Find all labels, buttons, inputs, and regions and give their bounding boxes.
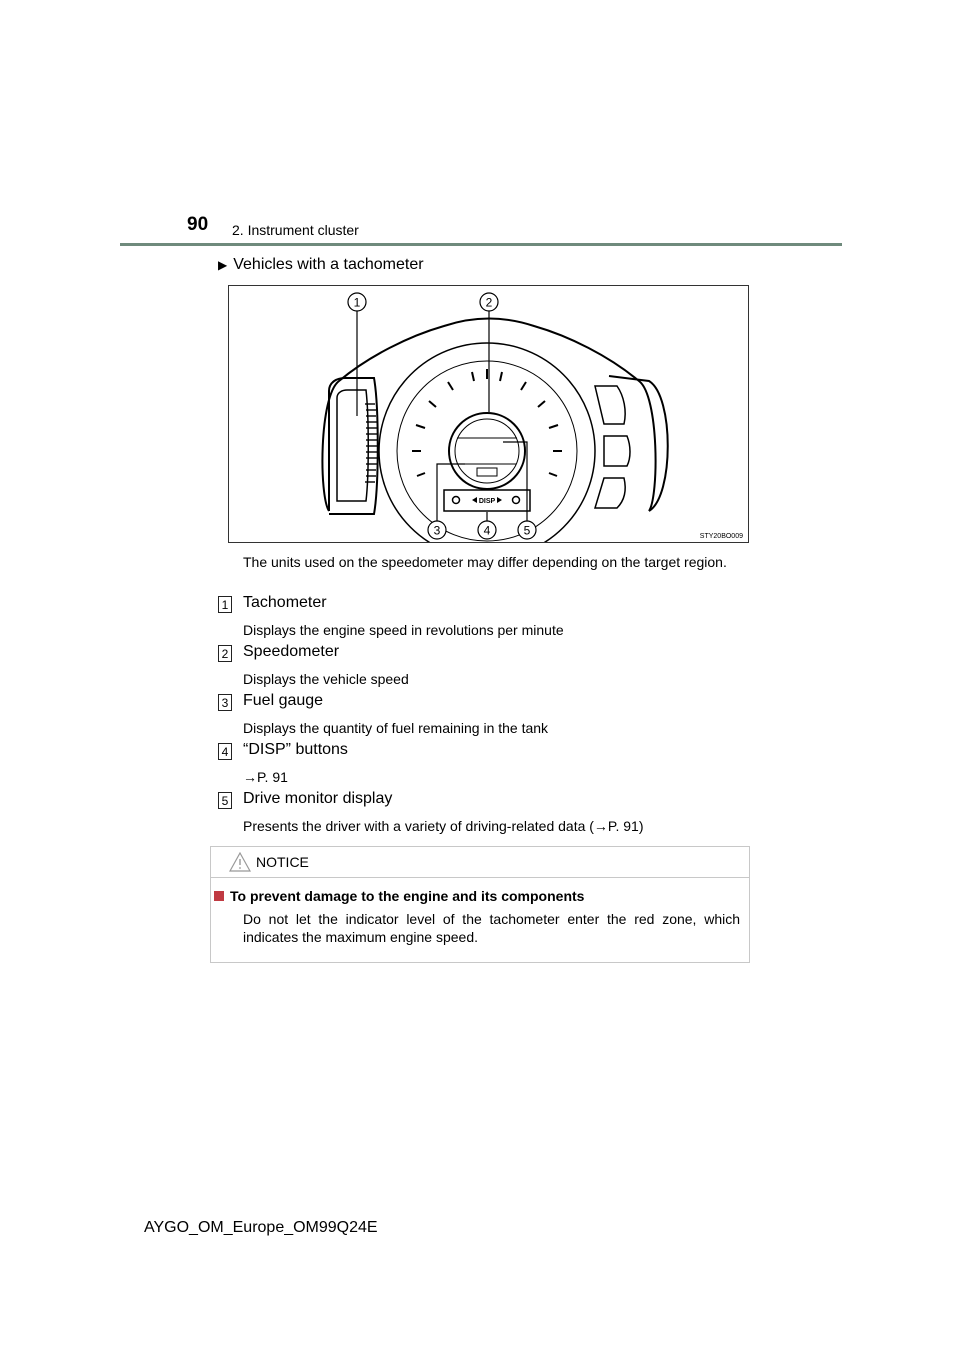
item-title: “DISP” buttons bbox=[243, 741, 348, 758]
footer-doc-id: AYGO_OM_Europe_OM99Q24E bbox=[144, 1219, 378, 1236]
item-number: 3 bbox=[218, 694, 232, 711]
item-title: Drive monitor display bbox=[243, 790, 393, 807]
callout-5-label: 5 bbox=[523, 523, 531, 538]
square-bullet-icon bbox=[214, 891, 224, 901]
header-rule bbox=[120, 243, 842, 246]
callout-5 bbox=[518, 521, 536, 539]
item-number: 1 bbox=[218, 596, 232, 613]
instrument-cluster-illustration bbox=[229, 286, 748, 542]
callout-3-label: 3 bbox=[433, 523, 441, 538]
callout-3 bbox=[428, 521, 446, 539]
callout-2 bbox=[480, 293, 498, 311]
callout-1 bbox=[348, 293, 366, 311]
figure-id: STY20BO009 bbox=[699, 533, 743, 540]
item-description: Displays the engine speed in revolutions per minute bbox=[243, 622, 564, 638]
item-description: Displays the quantity of fuel remaining in the tank bbox=[243, 720, 549, 736]
variant-label: Vehicles with a tachometer bbox=[233, 256, 424, 273]
callout-2-label: 2 bbox=[485, 295, 493, 310]
section-title: 2. Instrument cluster bbox=[232, 222, 359, 238]
callout-4-label: 4 bbox=[483, 523, 491, 538]
variant-heading bbox=[218, 256, 424, 274]
item-number: 4 bbox=[218, 743, 232, 760]
notice-heading: To prevent damage to the engine and its components bbox=[230, 888, 585, 904]
item-number: 5 bbox=[218, 792, 232, 809]
callout-4 bbox=[478, 521, 496, 539]
item-description: Displays the vehicle speed bbox=[243, 671, 409, 687]
instrument-cluster-figure bbox=[228, 285, 749, 543]
triangle-marker-icon: ▶ bbox=[218, 258, 228, 272]
item-title: Speedometer bbox=[243, 643, 340, 660]
notice-body: Do not let the indicator level of the tachometer enter the red zone, which indicates the maximum engine speed. bbox=[243, 911, 740, 945]
page-number: 90 bbox=[187, 214, 209, 235]
notice-title: NOTICE bbox=[256, 854, 309, 870]
notice-header bbox=[211, 847, 749, 878]
units-note: The units used on the speedometer may differ depending on the target region. bbox=[243, 554, 727, 570]
warning-triangle-icon bbox=[229, 852, 251, 872]
item-number: 2 bbox=[218, 645, 232, 662]
page-reference-link[interactable]: →P. 91 bbox=[243, 769, 288, 785]
item-description: Presents the driver with a variety of driving-related data (→P. 91) bbox=[243, 818, 644, 834]
callout-1-label: 1 bbox=[353, 295, 361, 310]
item-title: Tachometer bbox=[243, 594, 327, 611]
notice-box bbox=[210, 846, 750, 963]
disp-label: DISP bbox=[478, 498, 496, 505]
item-title: Fuel gauge bbox=[243, 692, 324, 709]
